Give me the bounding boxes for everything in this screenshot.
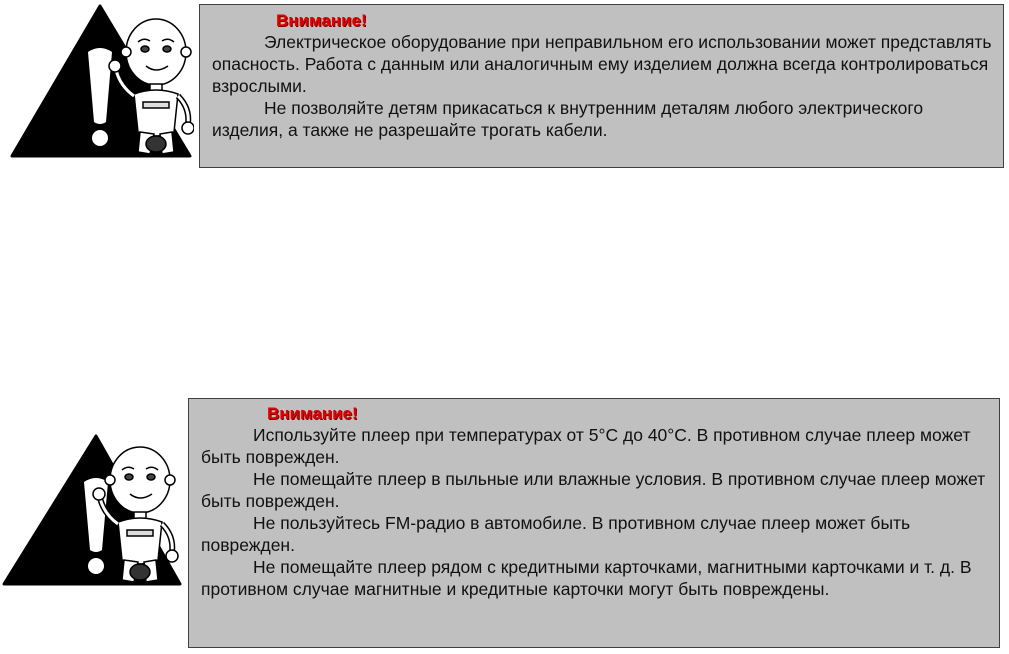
warning-notice-1	[199, 4, 1004, 168]
warning-illustration	[2, 432, 182, 588]
notice-paragraph: Используйте плеер при температурах от 5°С до 40°С. В противном случае плеер может быть поврежден.	[201, 425, 971, 467]
warning-exclamation-triangle-icon	[2, 432, 182, 588]
warning-exclamation-triangle-icon	[10, 4, 194, 160]
notice-title: Внимание!	[267, 404, 358, 423]
notice-paragraph: Не позволяйте детям прикасаться к внутренним деталям любого электрического изделия, а также не разрешайте трогать кабели.	[212, 98, 924, 140]
notice-paragraph: Электрическое оборудование при неправильном его использовании может представлять опасность. Работа с данным или аналогичным ему изделием должна всегда контролироваться взрослыми.	[212, 32, 992, 96]
warning-illustration	[10, 4, 194, 160]
warning-notice-2	[188, 398, 1000, 648]
notice-paragraph: Не помещайте плеер в пыльные или влажные условия. В противном случае плеер может быть поврежден.	[201, 469, 986, 511]
notice-title: Внимание!	[276, 11, 367, 30]
notice-paragraph: Не помещайте плеер рядом с кредитными карточками, магнитными карточками и т. д. В противном случае магнитные и кредитные карточки могут быть повреждены.	[201, 557, 972, 599]
notice-paragraph: Не пользуйтесь FM-радио в автомобиле. В противном случае плеер может быть поврежден.	[201, 513, 911, 555]
